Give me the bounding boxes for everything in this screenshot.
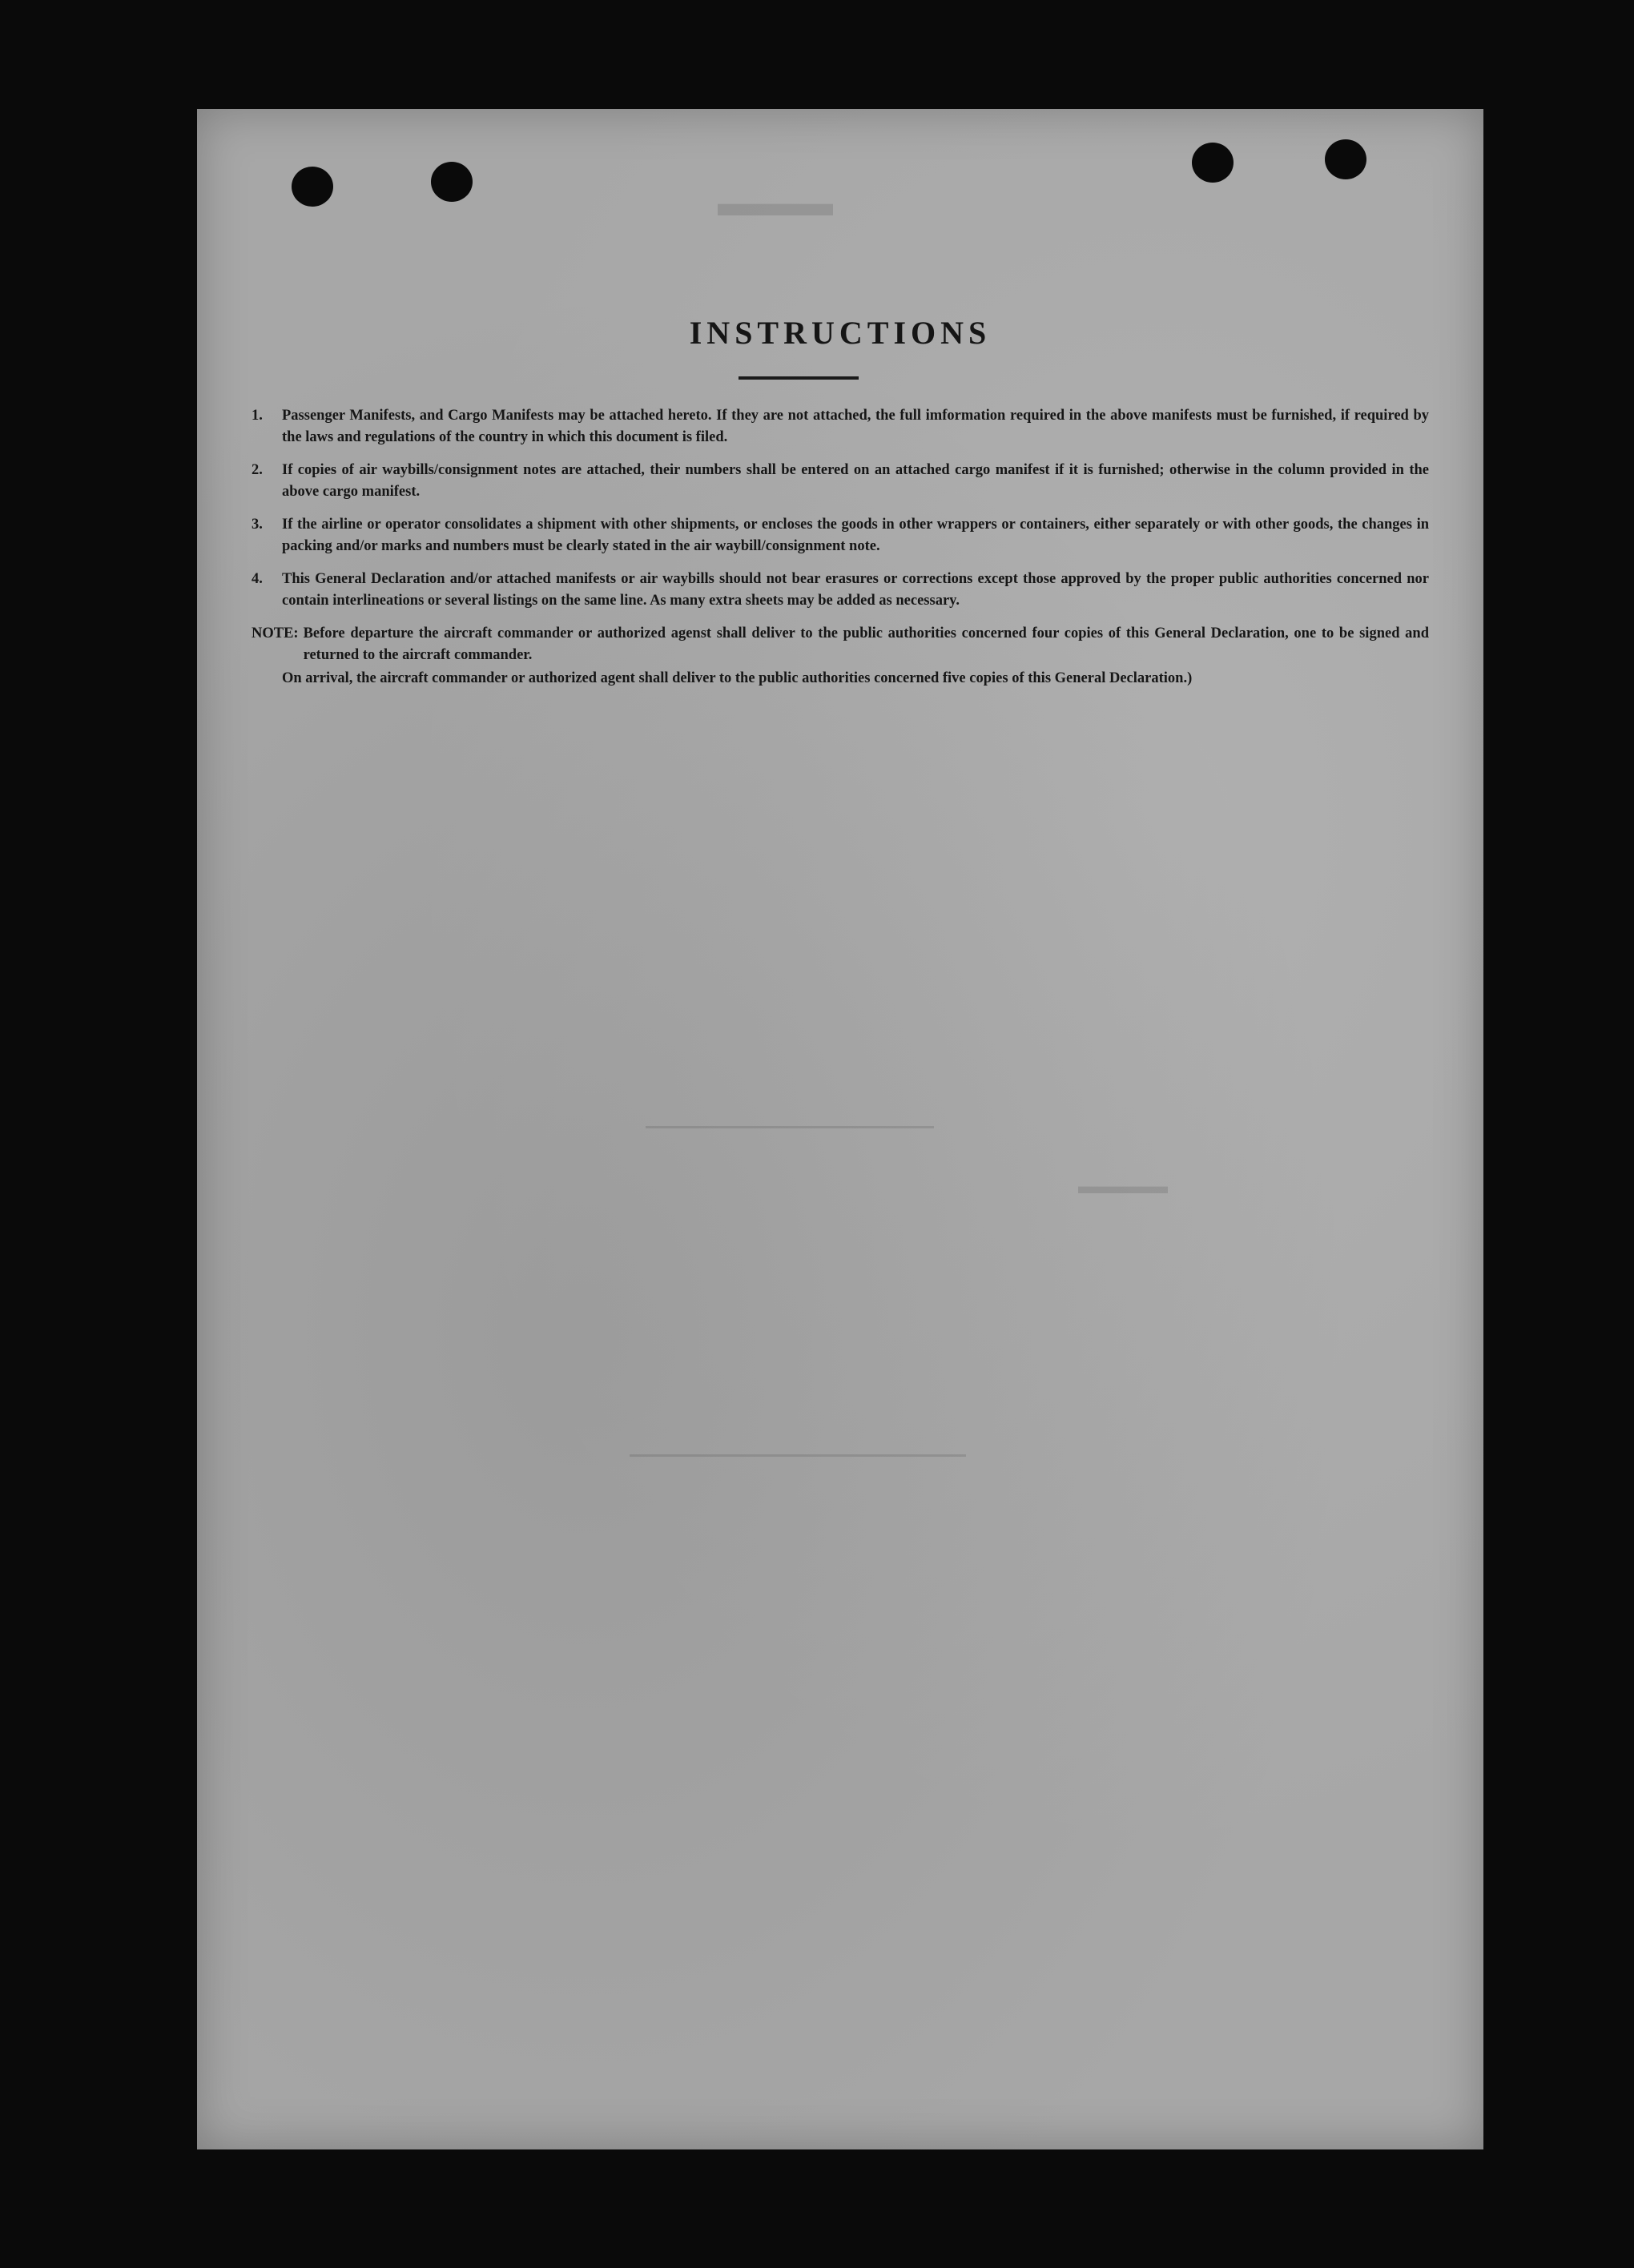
item-text: If copies of air waybills/consignment notes are attached, their numbers shall be entered on an attached cargo manifest if it is furnished; otherwise in the column provided in the above cargo manifest. — [282, 462, 1429, 500]
note-paragraph: On arrival, the aircraft commander or authorized agent shall deliver to the public authorities concerned five copies of this General Declaration.) — [282, 670, 1193, 686]
bleed-through-line — [630, 1454, 966, 1457]
item-number: 1. — [252, 408, 263, 424]
note-paragraph: Before departure the aircraft commander or authorized agenst shall deliver to the public authorities concerned four copies of this General Declaration, one to be signed and returned to the aircraft commander. — [303, 625, 1429, 663]
punch-hole-2 — [431, 162, 473, 202]
list-item — [252, 569, 1429, 612]
note-block — [252, 623, 1429, 666]
item-number: 4. — [252, 571, 263, 587]
bleed-through-mark: ▬▬▬▬ — [1078, 1174, 1168, 1199]
punch-hole-4 — [1325, 139, 1366, 179]
document-page — [197, 109, 1483, 2149]
list-item — [252, 460, 1429, 503]
item-number: 2. — [252, 462, 263, 478]
bleed-through-mark: ▬▬▬ — [718, 182, 833, 224]
item-text: Passenger Manifests, and Cargo Manifests may be attached hereto. If they are not attached, the full imformation required in the above manifests must be furnished, if required by the laws and regulations of the country in which this document is filed. — [282, 408, 1429, 445]
item-text: If the airline or operator consolidates a shipment with other shipments, or encloses the goods in other wrappers or containers, either separately or with other goods, the changes in packing and/or marks and numbers must be clearly stated in the air waybill/consignment note. — [282, 517, 1429, 554]
note-label: NOTE: — [252, 625, 299, 641]
instructions-list — [252, 405, 1429, 690]
item-text: This General Declaration and/or attached manifests or air waybills should not bear erasures or corrections except those approved by the proper public authorities concerned nor contain interlineations or several listings on the same line. As many extra sheets may be added as necessary. — [282, 571, 1429, 609]
bleed-through-line — [646, 1126, 934, 1128]
page-title: INSTRUCTIONS — [689, 315, 992, 351]
punch-hole-1 — [292, 167, 333, 207]
item-number: 3. — [252, 517, 263, 533]
title-underline — [739, 376, 859, 380]
punch-hole-3 — [1192, 143, 1234, 183]
list-item — [252, 405, 1429, 448]
list-item — [252, 514, 1429, 557]
